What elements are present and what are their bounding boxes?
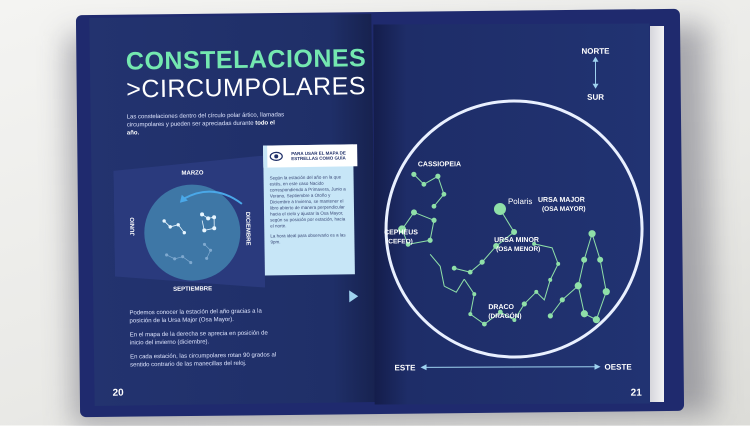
label-cepheus: CEPHEUS — [384, 229, 418, 236]
intro-regular: Las constelaciones dentro del círculo polar ártico, llamadas circumpolares y pueden ser apreciadas durante — [127, 112, 284, 128]
direction-west: OESTE — [605, 363, 633, 372]
month-top: MARZO — [181, 170, 203, 176]
guide-text-1: Según la estación del año en la que estés, en este caso Nacido correspondiendo a Primavera, Junio a Verano, Septiembre a Otoño y Diciembre a Invierno, se mantener el libro abierto de manera perpendicular hacia el cielo y ajustar la Osa Mayor, según su posición por estación, hacia el norte. — [270, 174, 349, 229]
paragraph-1: Podemos conocer la estación del año gracias a la posición de la Ursa Major (Osa Mayor). — [129, 307, 279, 325]
month-left: JUNIO — [130, 217, 136, 235]
east-west-axis — [423, 367, 599, 368]
page-number-right: 21 — [631, 388, 643, 399]
paragraph-2: En el mapa de la derecha se aprecia en posición de inicio del invierno (diciembre). — [130, 329, 280, 347]
intro-text — [127, 111, 287, 137]
label-draco-es: (DRAGÓN) — [488, 311, 521, 320]
label-ursa-minor: URSA MINOR — [494, 237, 539, 244]
paragraph-3: En cada estación, las circumpolares rotan 90 grados al sentido contrario de las manecillas del reloj. — [130, 351, 280, 369]
label-cassiopeia: CASSIOPEIA — [418, 161, 461, 168]
month-bottom: SEPTIEMBRE — [173, 286, 212, 293]
left-page — [89, 14, 376, 406]
guide-panel-title: PARA USAR EL MAPA DE ESTRELLAS COMO GUÍA — [291, 150, 349, 161]
east-arrow-icon — [421, 364, 427, 370]
intro-bold: todo el año. — [127, 120, 275, 136]
west-arrow-icon — [595, 364, 601, 370]
south-arrow-icon — [593, 84, 599, 89]
right-page — [373, 24, 650, 405]
label-ursa-minor-es: (OSA MENOR) — [496, 246, 540, 253]
label-cepheus-es: (CEFEO) — [386, 238, 413, 245]
eye-icon — [269, 150, 283, 162]
star-map — [373, 24, 650, 405]
page-number-left: 20 — [112, 388, 123, 399]
label-ursa-major: URSA MAJOR — [538, 197, 585, 204]
play-arrow-icon — [349, 290, 358, 302]
compass-north: NORTE — [581, 47, 610, 56]
page-title-line1: CONSTELACIONES — [126, 44, 367, 76]
page-edges — [650, 26, 664, 402]
label-polaris: Polaris — [508, 197, 532, 206]
lower-text — [129, 307, 280, 375]
direction-east: ESTE — [395, 363, 417, 372]
month-right: DICIEMBRE — [244, 212, 250, 246]
label-ursa-major-es: (OSA MAYOR) — [542, 206, 586, 213]
page-title-line2: >CIRCUMPOLARES — [126, 72, 366, 104]
guide-panel-text — [270, 174, 349, 249]
label-draco: DRACO — [488, 304, 514, 311]
compass-south: SUR — [587, 93, 604, 102]
north-arrow-icon — [592, 57, 598, 62]
guide-text-2: La hora ideal para observarlo es a las 9pm. — [270, 232, 348, 245]
rotation-arrow-icon — [144, 176, 255, 218]
